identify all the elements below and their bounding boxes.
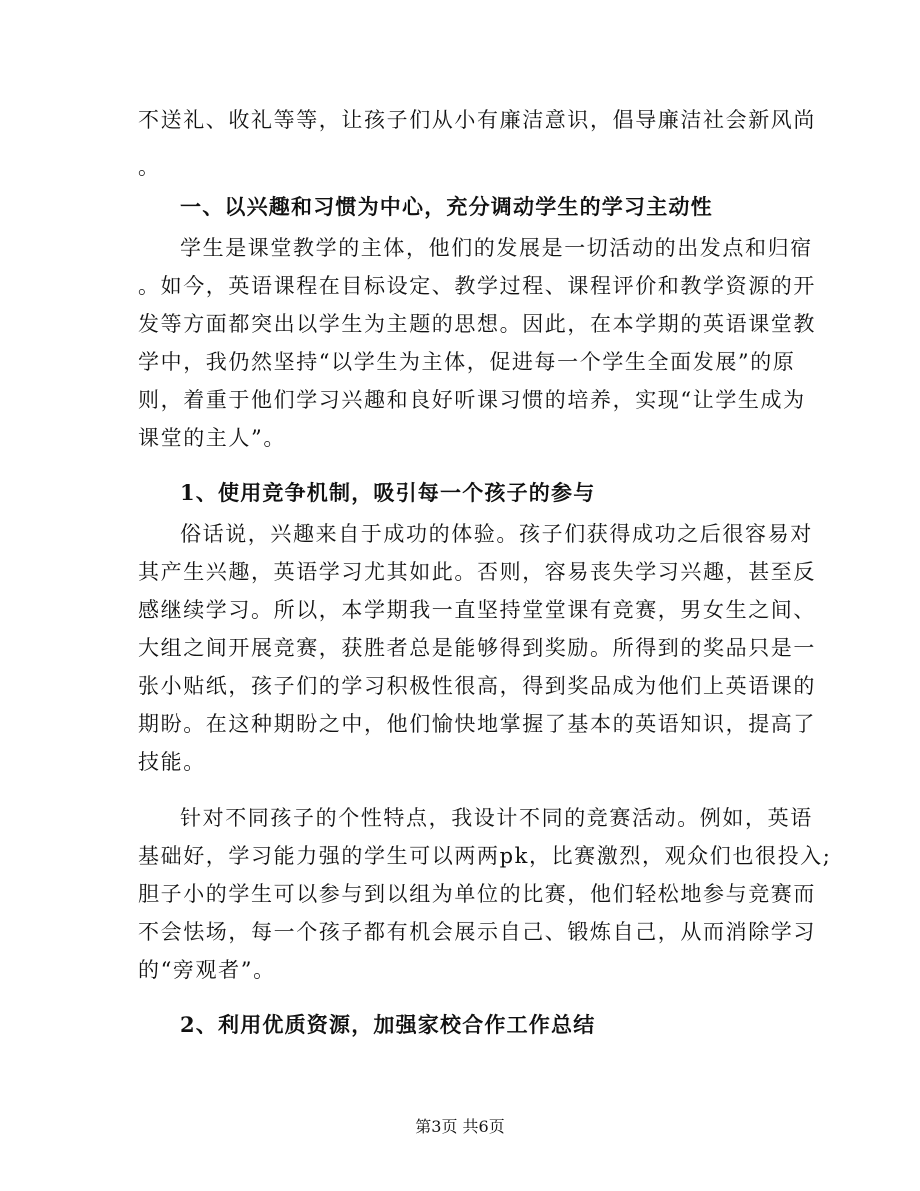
paragraph-line: 课堂的主人”。: [138, 426, 286, 450]
paragraph-line: 感继续学习。所以，本学期我一直坚持堂堂课有竞赛，男女生之间、: [138, 598, 816, 622]
paragraph-line: 发等方面都突出以学生为主题的思想。因此，在本学期的英语课堂教: [138, 312, 816, 336]
paragraph-line: 基础好，学习能力强的学生可以两两pk，比赛激烈，观众们也很投入;: [138, 844, 832, 868]
paragraph-line: 不送礼、收礼等等，让孩子们从小有廉洁意识，倡导廉洁社会新风尚: [138, 108, 816, 132]
paragraph-line: 则，着重于他们学习兴趣和良好听课习惯的培养，实现“让学生成为: [138, 388, 806, 412]
paragraph-line: 俗话说，兴趣来自于成功的体验。孩子们获得成功之后很容易对: [180, 522, 813, 546]
paragraph-line: 其产生兴趣，英语学习尤其如此。否则，容易丧失学习兴趣，甚至反: [138, 560, 816, 584]
subsection-heading: 2、利用优质资源，加强家校合作工作总结: [180, 1012, 596, 1037]
paragraph-line: 学中，我仍然坚持“以学生为主体，促进每一个学生全面发展”的原: [138, 350, 796, 374]
paragraph-line: 的“旁观者”。: [138, 958, 276, 982]
paragraph-line: 张小贴纸，孩子们的学习积极性很高，得到奖品成为他们上英语课的: [138, 674, 816, 698]
paragraph-line: 针对不同孩子的个性特点，我设计不同的竞赛活动。例如，英语: [180, 806, 813, 830]
paragraph-line: 胆子小的学生可以参与到以组为单位的比赛，他们轻松地参与竞赛而: [138, 882, 816, 906]
section-heading: 一、以兴趣和习惯为中心，充分调动学生的学习主动性: [180, 194, 713, 219]
paragraph-line: 。: [138, 155, 161, 179]
paragraph-line: 技能。: [138, 750, 206, 774]
paragraph-line: 。如今，英语课程在目标设定、教学过程、课程评价和教学资源的开: [138, 274, 816, 298]
subsection-heading: 1、使用竞争机制，吸引每一个孩子的参与: [180, 480, 596, 505]
paragraph-line: 学生是课堂教学的主体，他们的发展是一切活动的出发点和归宿: [180, 236, 813, 260]
page-number: 第3页 共6页: [415, 1117, 505, 1136]
paragraph-line: 期盼。在这种期盼之中，他们愉快地掌握了基本的英语知识，提高了: [138, 712, 816, 736]
paragraph-line: 大组之间开展竞赛，获胜者总是能够得到奖励。所得到的奖品只是一: [138, 636, 816, 660]
paragraph-line: 不会怯场，每一个孩子都有机会展示自己、锻炼自己，从而消除学习: [138, 920, 816, 944]
